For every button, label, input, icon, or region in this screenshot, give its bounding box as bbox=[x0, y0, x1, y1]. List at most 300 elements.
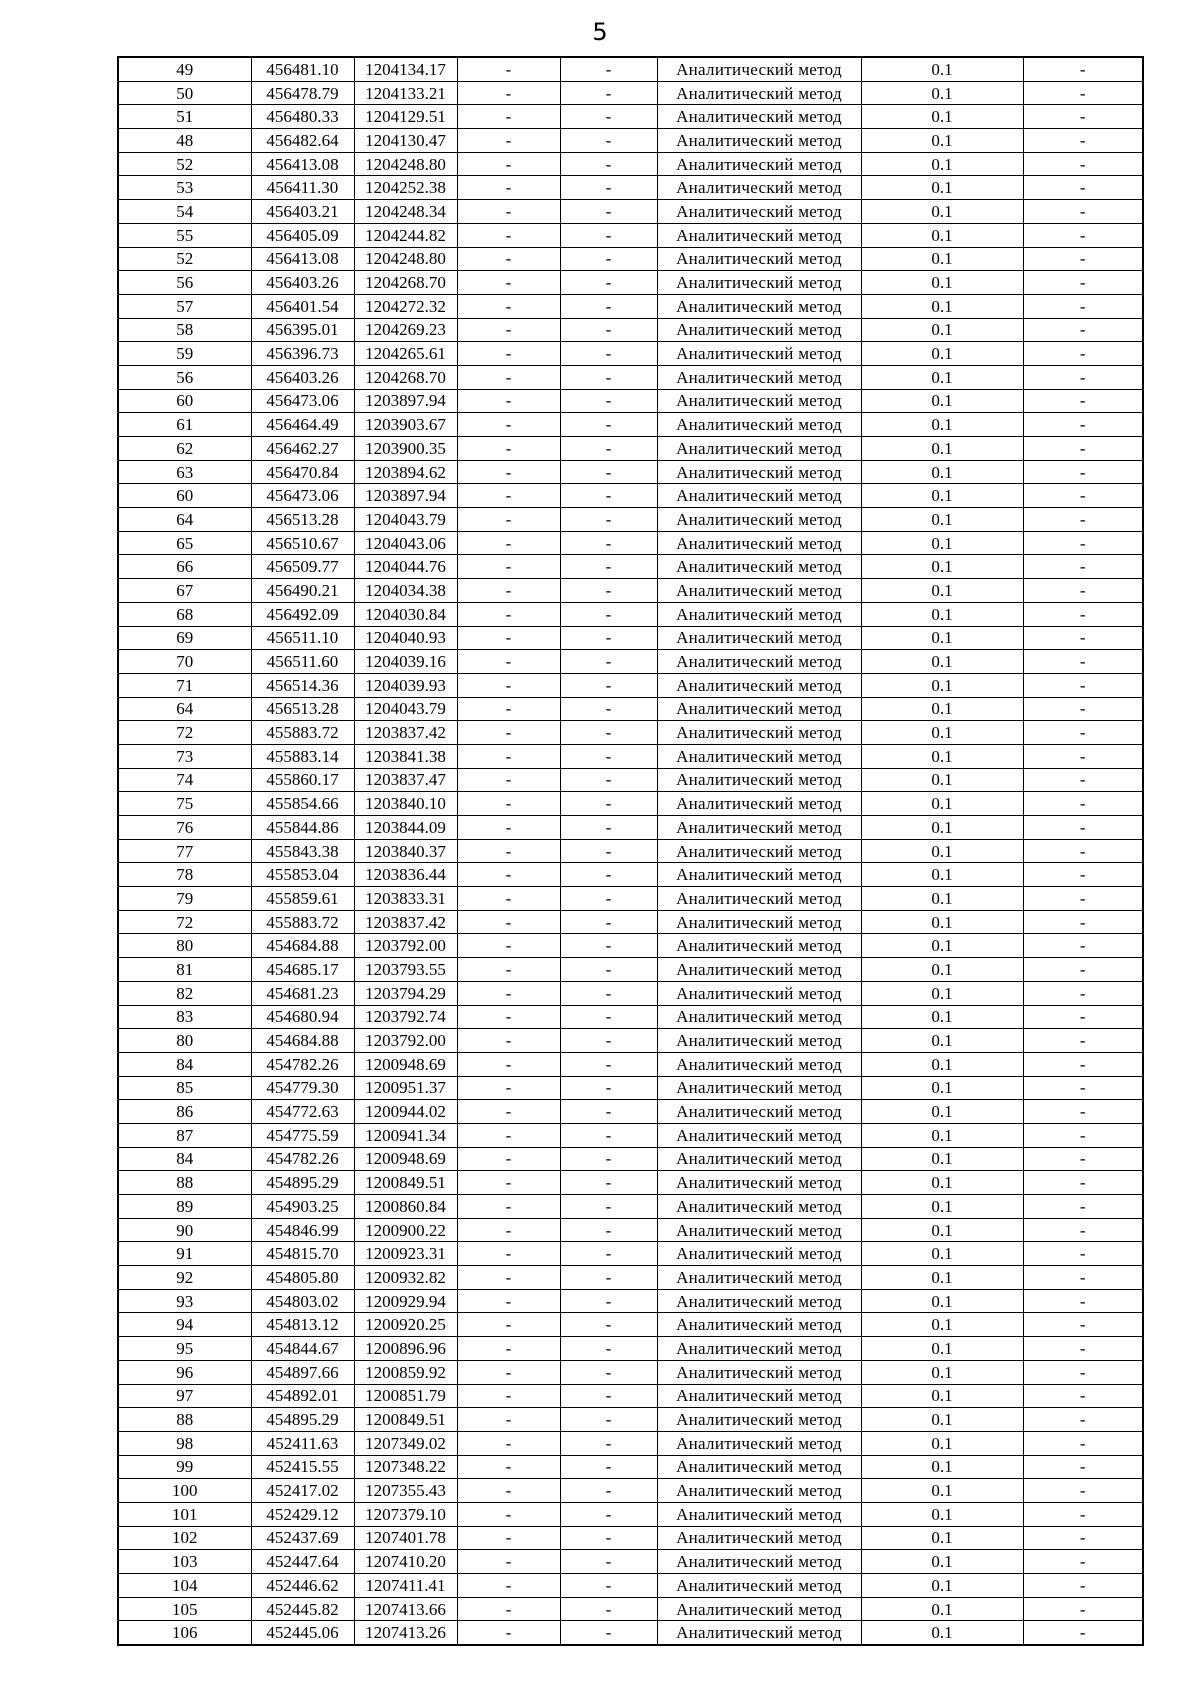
accuracy-cell: 0.1 bbox=[861, 1574, 1023, 1598]
point-number-cell: 70 bbox=[118, 650, 251, 674]
table-row bbox=[118, 176, 1143, 200]
table-row bbox=[118, 981, 1143, 1005]
dash-cell: - bbox=[560, 1597, 657, 1621]
coord-x-cell: 454895.29 bbox=[251, 1408, 354, 1432]
accuracy-cell: 0.1 bbox=[861, 1100, 1023, 1124]
table-row bbox=[118, 223, 1143, 247]
table-row bbox=[118, 1029, 1143, 1053]
accuracy-cell: 0.1 bbox=[861, 271, 1023, 295]
dash-cell: - bbox=[1023, 57, 1143, 81]
coord-x-cell: 456513.28 bbox=[251, 697, 354, 721]
coord-y-cell: 1203836.44 bbox=[354, 863, 457, 887]
coord-y-cell: 1203840.10 bbox=[354, 792, 457, 816]
dash-cell: - bbox=[560, 294, 657, 318]
dash-cell: - bbox=[1023, 413, 1143, 437]
table-row bbox=[118, 768, 1143, 792]
dash-cell: - bbox=[457, 887, 560, 911]
coord-y-cell: 1204034.38 bbox=[354, 579, 457, 603]
table-row bbox=[118, 105, 1143, 129]
point-number-cell: 52 bbox=[118, 152, 251, 176]
dash-cell: - bbox=[457, 437, 560, 461]
dash-cell: - bbox=[560, 365, 657, 389]
dash-cell: - bbox=[457, 1218, 560, 1242]
coord-y-cell: 1204269.23 bbox=[354, 318, 457, 342]
point-number-cell: 105 bbox=[118, 1597, 251, 1621]
table-row bbox=[118, 342, 1143, 366]
accuracy-cell: 0.1 bbox=[861, 508, 1023, 532]
coord-x-cell: 456413.08 bbox=[251, 247, 354, 271]
method-cell: Аналитический метод bbox=[657, 1384, 861, 1408]
accuracy-cell: 0.1 bbox=[861, 1171, 1023, 1195]
method-cell: Аналитический метод bbox=[657, 1408, 861, 1432]
table-row bbox=[118, 792, 1143, 816]
accuracy-cell: 0.1 bbox=[861, 910, 1023, 934]
coord-x-cell: 454782.26 bbox=[251, 1147, 354, 1171]
table-row bbox=[118, 1597, 1143, 1621]
dash-cell: - bbox=[560, 200, 657, 224]
method-cell: Аналитический метод bbox=[657, 389, 861, 413]
dash-cell: - bbox=[1023, 958, 1143, 982]
dash-cell: - bbox=[457, 816, 560, 840]
dash-cell: - bbox=[457, 650, 560, 674]
dash-cell: - bbox=[560, 1408, 657, 1432]
dash-cell: - bbox=[560, 1029, 657, 1053]
coord-x-cell: 454684.88 bbox=[251, 934, 354, 958]
dash-cell: - bbox=[560, 958, 657, 982]
coord-y-cell: 1203792.00 bbox=[354, 934, 457, 958]
dash-cell: - bbox=[1023, 1076, 1143, 1100]
table-row bbox=[118, 1005, 1143, 1029]
point-number-cell: 56 bbox=[118, 365, 251, 389]
accuracy-cell: 0.1 bbox=[861, 1029, 1023, 1053]
accuracy-cell: 0.1 bbox=[861, 555, 1023, 579]
coord-x-cell: 456401.54 bbox=[251, 294, 354, 318]
accuracy-cell: 0.1 bbox=[861, 1431, 1023, 1455]
dash-cell: - bbox=[560, 1479, 657, 1503]
accuracy-cell: 0.1 bbox=[861, 1360, 1023, 1384]
point-number-cell: 69 bbox=[118, 626, 251, 650]
point-number-cell: 56 bbox=[118, 271, 251, 295]
coord-x-cell: 455883.72 bbox=[251, 721, 354, 745]
dash-cell: - bbox=[1023, 1195, 1143, 1219]
coord-x-cell: 455859.61 bbox=[251, 887, 354, 911]
method-cell: Аналитический метод bbox=[657, 247, 861, 271]
dash-cell: - bbox=[1023, 792, 1143, 816]
accuracy-cell: 0.1 bbox=[861, 460, 1023, 484]
coord-x-cell: 452417.02 bbox=[251, 1479, 354, 1503]
dash-cell: - bbox=[1023, 650, 1143, 674]
coord-y-cell: 1200951.37 bbox=[354, 1076, 457, 1100]
coord-x-cell: 456480.33 bbox=[251, 105, 354, 129]
dash-cell: - bbox=[457, 1289, 560, 1313]
coord-y-cell: 1204272.32 bbox=[354, 294, 457, 318]
coord-y-cell: 1203833.31 bbox=[354, 887, 457, 911]
dash-cell: - bbox=[560, 744, 657, 768]
point-number-cell: 101 bbox=[118, 1502, 251, 1526]
method-cell: Аналитический метод bbox=[657, 1502, 861, 1526]
table-row bbox=[118, 721, 1143, 745]
coord-y-cell: 1204043.79 bbox=[354, 508, 457, 532]
coord-y-cell: 1207413.26 bbox=[354, 1621, 457, 1645]
coord-y-cell: 1200920.25 bbox=[354, 1313, 457, 1337]
point-number-cell: 74 bbox=[118, 768, 251, 792]
dash-cell: - bbox=[560, 318, 657, 342]
coord-y-cell: 1200849.51 bbox=[354, 1171, 457, 1195]
dash-cell: - bbox=[457, 57, 560, 81]
dash-cell: - bbox=[457, 1479, 560, 1503]
dash-cell: - bbox=[457, 1621, 560, 1645]
dash-cell: - bbox=[1023, 555, 1143, 579]
dash-cell: - bbox=[457, 1431, 560, 1455]
dash-cell: - bbox=[1023, 1005, 1143, 1029]
coord-x-cell: 452429.12 bbox=[251, 1502, 354, 1526]
method-cell: Аналитический метод bbox=[657, 223, 861, 247]
method-cell: Аналитический метод bbox=[657, 1076, 861, 1100]
coord-x-cell: 455853.04 bbox=[251, 863, 354, 887]
method-cell: Аналитический метод bbox=[657, 768, 861, 792]
point-number-cell: 80 bbox=[118, 934, 251, 958]
accuracy-cell: 0.1 bbox=[861, 223, 1023, 247]
dash-cell: - bbox=[457, 318, 560, 342]
point-number-cell: 78 bbox=[118, 863, 251, 887]
method-cell: Аналитический метод bbox=[657, 81, 861, 105]
method-cell: Аналитический метод bbox=[657, 200, 861, 224]
dash-cell: - bbox=[457, 1526, 560, 1550]
method-cell: Аналитический метод bbox=[657, 1147, 861, 1171]
point-number-cell: 89 bbox=[118, 1195, 251, 1219]
accuracy-cell: 0.1 bbox=[861, 1479, 1023, 1503]
point-number-cell: 63 bbox=[118, 460, 251, 484]
accuracy-cell: 0.1 bbox=[861, 389, 1023, 413]
method-cell: Аналитический метод bbox=[657, 1289, 861, 1313]
dash-cell: - bbox=[457, 365, 560, 389]
point-number-cell: 52 bbox=[118, 247, 251, 271]
table-row bbox=[118, 1479, 1143, 1503]
point-number-cell: 97 bbox=[118, 1384, 251, 1408]
coord-y-cell: 1203844.09 bbox=[354, 816, 457, 840]
dash-cell: - bbox=[560, 1384, 657, 1408]
coord-x-cell: 456473.06 bbox=[251, 484, 354, 508]
dash-cell: - bbox=[1023, 768, 1143, 792]
dash-cell: - bbox=[560, 1076, 657, 1100]
coordinates-table bbox=[117, 56, 1144, 1646]
dash-cell: - bbox=[457, 1337, 560, 1361]
coord-y-cell: 1204248.34 bbox=[354, 200, 457, 224]
dash-cell: - bbox=[560, 1550, 657, 1574]
dash-cell: - bbox=[1023, 200, 1143, 224]
method-cell: Аналитический метод bbox=[657, 1171, 861, 1195]
coord-x-cell: 455844.86 bbox=[251, 816, 354, 840]
dash-cell: - bbox=[560, 223, 657, 247]
point-number-cell: 60 bbox=[118, 484, 251, 508]
accuracy-cell: 0.1 bbox=[861, 105, 1023, 129]
method-cell: Аналитический метод bbox=[657, 1455, 861, 1479]
accuracy-cell: 0.1 bbox=[861, 413, 1023, 437]
dash-cell: - bbox=[1023, 1360, 1143, 1384]
dash-cell: - bbox=[560, 981, 657, 1005]
coord-y-cell: 1200849.51 bbox=[354, 1408, 457, 1432]
accuracy-cell: 0.1 bbox=[861, 484, 1023, 508]
point-number-cell: 53 bbox=[118, 176, 251, 200]
coord-y-cell: 1200944.02 bbox=[354, 1100, 457, 1124]
coord-y-cell: 1203900.35 bbox=[354, 437, 457, 461]
table-row bbox=[118, 1218, 1143, 1242]
dash-cell: - bbox=[560, 81, 657, 105]
method-cell: Аналитический метод bbox=[657, 555, 861, 579]
dash-cell: - bbox=[560, 1242, 657, 1266]
coord-x-cell: 452445.82 bbox=[251, 1597, 354, 1621]
coord-x-cell: 454803.02 bbox=[251, 1289, 354, 1313]
point-number-cell: 72 bbox=[118, 910, 251, 934]
method-cell: Аналитический метод bbox=[657, 1195, 861, 1219]
coord-y-cell: 1200941.34 bbox=[354, 1123, 457, 1147]
dash-cell: - bbox=[457, 1195, 560, 1219]
accuracy-cell: 0.1 bbox=[861, 602, 1023, 626]
dash-cell: - bbox=[1023, 437, 1143, 461]
point-number-cell: 55 bbox=[118, 223, 251, 247]
dash-cell: - bbox=[560, 484, 657, 508]
dash-cell: - bbox=[1023, 1242, 1143, 1266]
accuracy-cell: 0.1 bbox=[861, 200, 1023, 224]
dash-cell: - bbox=[560, 887, 657, 911]
table-row bbox=[118, 816, 1143, 840]
coord-x-cell: 456403.26 bbox=[251, 365, 354, 389]
method-cell: Аналитический метод bbox=[657, 1479, 861, 1503]
accuracy-cell: 0.1 bbox=[861, 1384, 1023, 1408]
point-number-cell: 76 bbox=[118, 816, 251, 840]
table-row bbox=[118, 602, 1143, 626]
dash-cell: - bbox=[457, 626, 560, 650]
coord-x-cell: 452415.55 bbox=[251, 1455, 354, 1479]
coord-y-cell: 1204044.76 bbox=[354, 555, 457, 579]
table-row bbox=[118, 1526, 1143, 1550]
coord-x-cell: 454772.63 bbox=[251, 1100, 354, 1124]
coord-y-cell: 1200929.94 bbox=[354, 1289, 457, 1313]
dash-cell: - bbox=[560, 1100, 657, 1124]
table-row bbox=[118, 958, 1143, 982]
table-row bbox=[118, 484, 1143, 508]
method-cell: Аналитический метод bbox=[657, 57, 861, 81]
dash-cell: - bbox=[560, 673, 657, 697]
coord-x-cell: 456482.64 bbox=[251, 129, 354, 153]
method-cell: Аналитический метод bbox=[657, 697, 861, 721]
dash-cell: - bbox=[1023, 839, 1143, 863]
coord-y-cell: 1207411.41 bbox=[354, 1574, 457, 1598]
dash-cell: - bbox=[457, 342, 560, 366]
accuracy-cell: 0.1 bbox=[861, 839, 1023, 863]
coord-y-cell: 1204134.17 bbox=[354, 57, 457, 81]
dash-cell: - bbox=[560, 934, 657, 958]
coord-x-cell: 452445.06 bbox=[251, 1621, 354, 1645]
coord-y-cell: 1203837.42 bbox=[354, 721, 457, 745]
dash-cell: - bbox=[560, 910, 657, 934]
dash-cell: - bbox=[560, 1195, 657, 1219]
dash-cell: - bbox=[1023, 1266, 1143, 1290]
coord-x-cell: 456396.73 bbox=[251, 342, 354, 366]
method-cell: Аналитический метод bbox=[657, 1266, 861, 1290]
point-number-cell: 84 bbox=[118, 1147, 251, 1171]
method-cell: Аналитический метод bbox=[657, 981, 861, 1005]
coord-x-cell: 454805.80 bbox=[251, 1266, 354, 1290]
point-number-cell: 48 bbox=[118, 129, 251, 153]
coord-x-cell: 456462.27 bbox=[251, 437, 354, 461]
table-row bbox=[118, 626, 1143, 650]
table-row bbox=[118, 744, 1143, 768]
dash-cell: - bbox=[457, 1052, 560, 1076]
table-row bbox=[118, 318, 1143, 342]
point-number-cell: 102 bbox=[118, 1526, 251, 1550]
dash-cell: - bbox=[457, 910, 560, 934]
dash-cell: - bbox=[457, 839, 560, 863]
point-number-cell: 57 bbox=[118, 294, 251, 318]
table-row bbox=[118, 1337, 1143, 1361]
dash-cell: - bbox=[560, 1621, 657, 1645]
accuracy-cell: 0.1 bbox=[861, 1005, 1023, 1029]
coord-x-cell: 454685.17 bbox=[251, 958, 354, 982]
coord-y-cell: 1204039.16 bbox=[354, 650, 457, 674]
method-cell: Аналитический метод bbox=[657, 318, 861, 342]
point-number-cell: 99 bbox=[118, 1455, 251, 1479]
table-row bbox=[118, 1289, 1143, 1313]
accuracy-cell: 0.1 bbox=[861, 1218, 1023, 1242]
method-cell: Аналитический метод bbox=[657, 413, 861, 437]
coord-y-cell: 1204248.80 bbox=[354, 247, 457, 271]
accuracy-cell: 0.1 bbox=[861, 294, 1023, 318]
point-number-cell: 64 bbox=[118, 697, 251, 721]
point-number-cell: 62 bbox=[118, 437, 251, 461]
dash-cell: - bbox=[457, 1171, 560, 1195]
accuracy-cell: 0.1 bbox=[861, 247, 1023, 271]
point-number-cell: 91 bbox=[118, 1242, 251, 1266]
accuracy-cell: 0.1 bbox=[861, 57, 1023, 81]
dash-cell: - bbox=[457, 508, 560, 532]
point-number-cell: 82 bbox=[118, 981, 251, 1005]
point-number-cell: 83 bbox=[118, 1005, 251, 1029]
dash-cell: - bbox=[560, 1052, 657, 1076]
table-row bbox=[118, 531, 1143, 555]
table-row bbox=[118, 1313, 1143, 1337]
dash-cell: - bbox=[560, 1147, 657, 1171]
method-cell: Аналитический метод bbox=[657, 1313, 861, 1337]
coord-y-cell: 1204252.38 bbox=[354, 176, 457, 200]
coord-y-cell: 1200948.69 bbox=[354, 1147, 457, 1171]
coord-x-cell: 452447.64 bbox=[251, 1550, 354, 1574]
coord-x-cell: 455860.17 bbox=[251, 768, 354, 792]
dash-cell: - bbox=[457, 389, 560, 413]
point-number-cell: 51 bbox=[118, 105, 251, 129]
coord-y-cell: 1203837.47 bbox=[354, 768, 457, 792]
point-number-cell: 60 bbox=[118, 389, 251, 413]
accuracy-cell: 0.1 bbox=[861, 1052, 1023, 1076]
dash-cell: - bbox=[457, 1123, 560, 1147]
coord-y-cell: 1204129.51 bbox=[354, 105, 457, 129]
method-cell: Аналитический метод bbox=[657, 650, 861, 674]
point-number-cell: 88 bbox=[118, 1408, 251, 1432]
coord-y-cell: 1204268.70 bbox=[354, 271, 457, 295]
dash-cell: - bbox=[1023, 887, 1143, 911]
dash-cell: - bbox=[1023, 1100, 1143, 1124]
dash-cell: - bbox=[457, 200, 560, 224]
dash-cell: - bbox=[457, 1313, 560, 1337]
accuracy-cell: 0.1 bbox=[861, 1266, 1023, 1290]
dash-cell: - bbox=[1023, 1408, 1143, 1432]
dash-cell: - bbox=[1023, 1479, 1143, 1503]
dash-cell: - bbox=[560, 721, 657, 745]
dash-cell: - bbox=[560, 1455, 657, 1479]
table-row bbox=[118, 271, 1143, 295]
dash-cell: - bbox=[560, 626, 657, 650]
dash-cell: - bbox=[1023, 1384, 1143, 1408]
dash-cell: - bbox=[1023, 1123, 1143, 1147]
table-row bbox=[118, 1455, 1143, 1479]
method-cell: Аналитический метод bbox=[657, 792, 861, 816]
coord-x-cell: 456470.84 bbox=[251, 460, 354, 484]
dash-cell: - bbox=[1023, 721, 1143, 745]
table-row bbox=[118, 1147, 1143, 1171]
coord-x-cell: 456490.21 bbox=[251, 579, 354, 603]
coord-y-cell: 1200860.84 bbox=[354, 1195, 457, 1219]
accuracy-cell: 0.1 bbox=[861, 768, 1023, 792]
coord-y-cell: 1204244.82 bbox=[354, 223, 457, 247]
method-cell: Аналитический метод bbox=[657, 721, 861, 745]
dash-cell: - bbox=[1023, 247, 1143, 271]
dash-cell: - bbox=[560, 1266, 657, 1290]
coord-x-cell: 455883.72 bbox=[251, 910, 354, 934]
method-cell: Аналитический метод bbox=[657, 1431, 861, 1455]
dash-cell: - bbox=[560, 768, 657, 792]
coord-x-cell: 456511.10 bbox=[251, 626, 354, 650]
coord-y-cell: 1207355.43 bbox=[354, 1479, 457, 1503]
point-number-cell: 100 bbox=[118, 1479, 251, 1503]
table-row bbox=[118, 1574, 1143, 1598]
method-cell: Аналитический метод bbox=[657, 176, 861, 200]
method-cell: Аналитический метод bbox=[657, 958, 861, 982]
coord-x-cell: 456403.21 bbox=[251, 200, 354, 224]
table-row bbox=[118, 247, 1143, 271]
dash-cell: - bbox=[1023, 342, 1143, 366]
dash-cell: - bbox=[457, 294, 560, 318]
coord-y-cell: 1203897.94 bbox=[354, 484, 457, 508]
table-row bbox=[118, 1431, 1143, 1455]
point-number-cell: 71 bbox=[118, 673, 251, 697]
method-cell: Аналитический метод bbox=[657, 1337, 861, 1361]
table-row bbox=[118, 1195, 1143, 1219]
accuracy-cell: 0.1 bbox=[861, 792, 1023, 816]
accuracy-cell: 0.1 bbox=[861, 579, 1023, 603]
coord-x-cell: 456492.09 bbox=[251, 602, 354, 626]
dash-cell: - bbox=[560, 389, 657, 413]
point-number-cell: 61 bbox=[118, 413, 251, 437]
table-row bbox=[118, 389, 1143, 413]
dash-cell: - bbox=[457, 673, 560, 697]
point-number-cell: 84 bbox=[118, 1052, 251, 1076]
coord-y-cell: 1204040.93 bbox=[354, 626, 457, 650]
point-number-cell: 103 bbox=[118, 1550, 251, 1574]
point-number-cell: 86 bbox=[118, 1100, 251, 1124]
coord-y-cell: 1204039.93 bbox=[354, 673, 457, 697]
dash-cell: - bbox=[1023, 1526, 1143, 1550]
method-cell: Аналитический метод bbox=[657, 1052, 861, 1076]
table-row bbox=[118, 934, 1143, 958]
point-number-cell: 67 bbox=[118, 579, 251, 603]
dash-cell: - bbox=[457, 1360, 560, 1384]
method-cell: Аналитический метод bbox=[657, 1360, 861, 1384]
method-cell: Аналитический метод bbox=[657, 1597, 861, 1621]
dash-cell: - bbox=[560, 247, 657, 271]
dash-cell: - bbox=[1023, 318, 1143, 342]
dash-cell: - bbox=[457, 1029, 560, 1053]
dash-cell: - bbox=[457, 1502, 560, 1526]
